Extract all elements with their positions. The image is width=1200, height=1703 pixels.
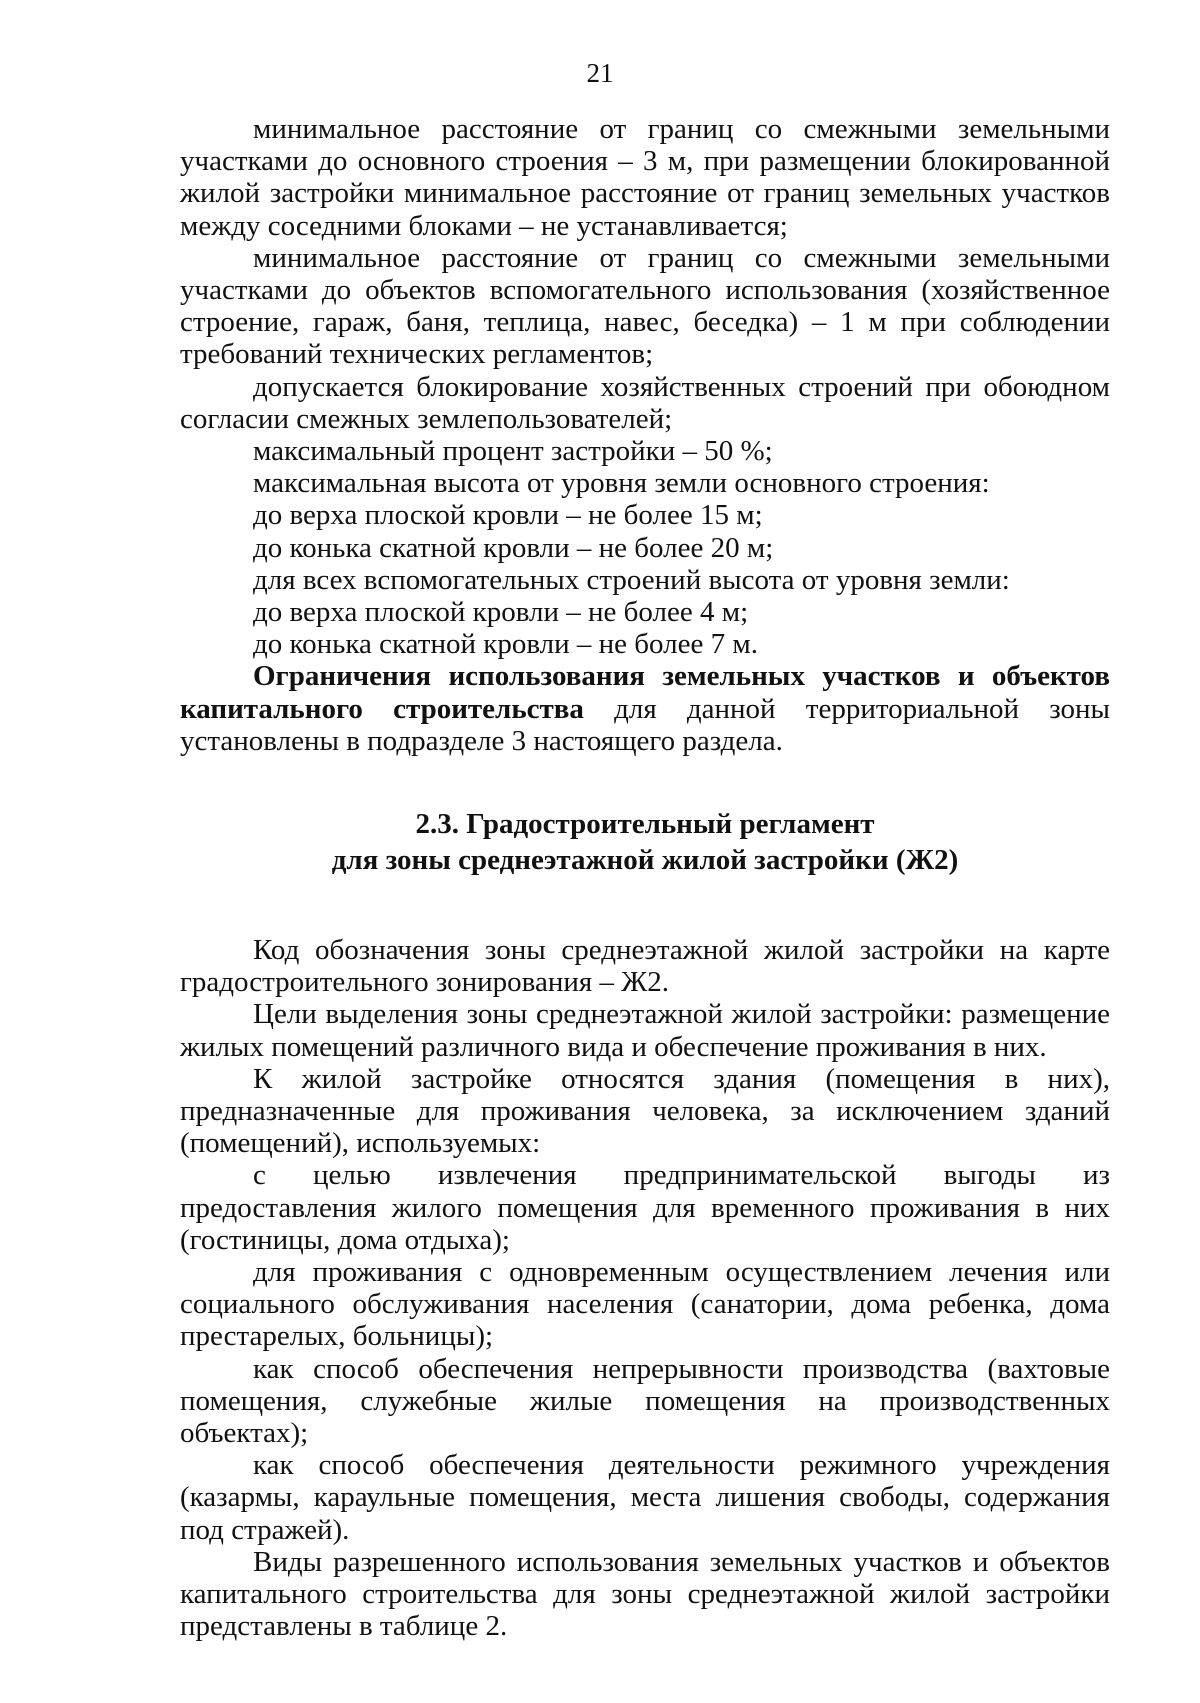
paragraph-residential-definition: К жилой застройке относятся здания (помещения в них), предназначенные для проживания человека, за исключением зданий (помещений), используемых:	[180, 1062, 1110, 1160]
paragraph-flat-roof-main: до верха плоской кровли – не более 15 м;	[253, 499, 763, 532]
paragraph-zone-code: Код обозначения зоны среднеэтажной жилой застройки на карте градостроительного зонирования – Ж2.	[180, 934, 1110, 999]
paragraph-min-distance-main-building: минимальное расстояние от границ со смежными земельными участками до основного строения – 3 м, при размещении блокированной жилой застройки минимальное расстояние от границ земельных участков между соседними блоками – не устанавливается;	[180, 113, 1110, 242]
paragraph-max-coverage: максимальный процент застройки – 50 %;	[253, 435, 773, 468]
paragraph-pitched-roof-auxiliary: до конька скатной кровли – не более 7 м.	[253, 628, 758, 661]
paragraph-max-height-main: максимальная высота от уровня земли основного строения:	[253, 467, 990, 500]
section-heading-line-2: для зоны среднеэтажной жилой застройки (Ж2)	[331, 844, 959, 876]
paragraph-exclusion-hotels: с целью извлечения предпринимательской выгоды из предоставления жилого помещения для временного проживания в них (гостиницы, дома отдыха);	[180, 1159, 1110, 1256]
paragraph-restrictions	[180, 660, 1110, 757]
paragraph-min-distance-auxiliary: минимальное расстояние от границ со смежными земельными участками до объектов вспомогательного использования (хозяйственное строение, гараж, баня, теплица, навес, беседка) – 1 м при соблюдении требований технических регламентов;	[180, 241, 1110, 371]
paragraph-exclusion-shift-housing: как способ обеспечения непрерывности производства (вахтовые помещения, служебные жилые помещения на производственных объектах);	[180, 1352, 1110, 1450]
section-heading-line-1: 2.3. Градостроительный регламент	[415, 808, 875, 840]
page-number: 21	[586, 58, 614, 88]
paragraph-blocking-allowed: допускается блокирование хозяйственных строений при обоюдном согласии смежных землепользователей;	[180, 370, 1110, 435]
paragraph-auxiliary-height: для всех вспомогательных строений высота от уровня земли:	[253, 563, 1010, 596]
restrictions-bold-text: Ограничения использования земельных участков и объектов капитального строительства	[180, 660, 1110, 725]
regulation-parameters-section	[180, 113, 1110, 757]
paragraph-exclusion-regime-institutions: как способ обеспечения деятельности режимного учреждения (казармы, караульные помещения, места лишения свободы, содержания под стражей).	[180, 1449, 1110, 1546]
paragraph-pitched-roof-main: до конька скатной кровли – не более 20 м;	[253, 531, 774, 564]
restrictions-text: для данной территориальной зоны установлены в подразделе 3 настоящего раздела.	[180, 692, 1111, 757]
zone-description-section	[180, 934, 1110, 1642]
paragraph-exclusion-medical: для проживания с одновременным осуществлением лечения или социального обслуживания населения (санатории, дома ребенка, дома престарелых, больницы);	[180, 1256, 1110, 1353]
paragraph-zone-purpose: Цели выделения зоны среднеэтажной жилой застройки: размещение жилых помещений различного вида и обеспечение проживания в них.	[180, 998, 1110, 1063]
paragraph-flat-roof-auxiliary: до верха плоской кровли – не более 4 м;	[253, 596, 749, 629]
paragraph-permitted-uses-reference: Виды разрешенного использования земельных участков и объектов капитального строительства для зоны среднеэтажной жилой застройки представлены в таблице 2.	[180, 1545, 1110, 1643]
section-heading	[180, 806, 1110, 878]
